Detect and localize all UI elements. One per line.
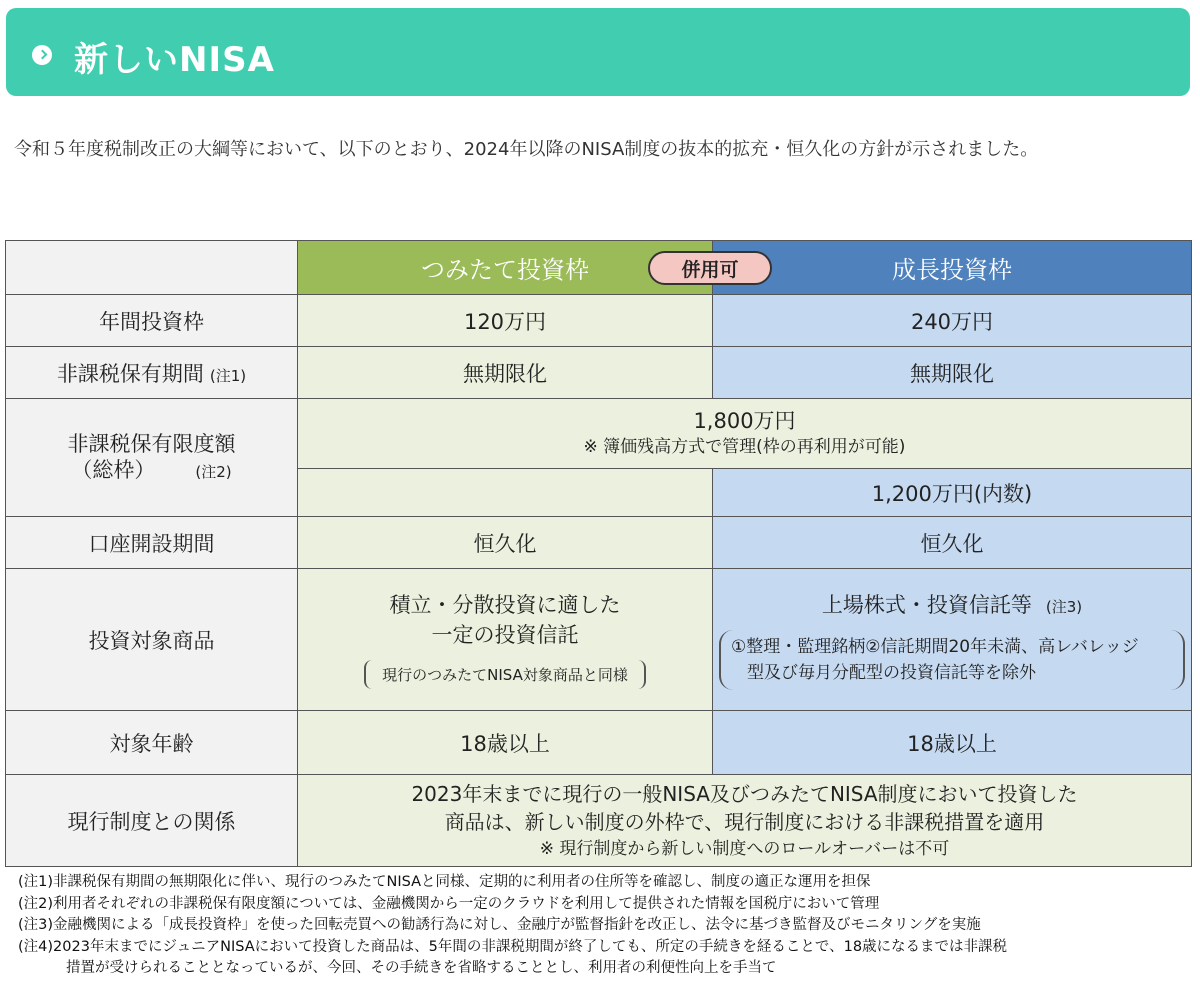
products-growth-exclusion [719,630,1185,690]
products-growth-note-mark: (注3) [1045,597,1083,616]
period-growth: 無期限化 [713,347,1192,399]
row-label-age: 対象年齢 [6,711,298,775]
relation-line2: 商品は、新しい制度の外枠で、現行制度における非課税措置を適用 [444,809,1045,834]
limit-total: 1,800万円 [693,408,796,433]
footnote-4-line1: (注4)2023年末までにジュニアNISAにおいて投資した商品は、5年間の非課税期間が終了しても、所定の手続きを経ることで、18歳になるまでは非課税 [18,938,1008,955]
table-row [6,775,1192,867]
header-empty-cell [6,241,298,295]
footnote-3: (注3)金融機関による「成長投資枠」を使った回転売買への勧誘行為に対し、金融庁が監督指針を改正し、法令に基づき監督及びモニタリングを実施 [18,917,981,933]
relation-line1: 2023年末までに現行の一般NISA及びつみたてNISA制度において投資した [411,781,1078,806]
exclusion-line1: ①整理・監理銘柄②信託期間20年未満、高レバレッジ [731,636,1139,657]
intro-paragraph: 令和５年度税制改正の大綱等において、以下のとおり、2024年以降のNISA制度の抜本的拡充・恒久化の方針が示されました。 [14,139,1039,160]
products-tsumitate [298,569,713,711]
row-label-products: 投資対象商品 [6,569,298,711]
limit-total-cell [298,399,1192,469]
nisa-comparison-table [5,240,1192,867]
page-title: 新しいNISA [74,40,275,80]
limit-label-line1: 非課税保有限度額 [67,431,236,456]
annual-tsumitate: 120万円 [298,295,713,347]
row-label-period [6,347,298,399]
limit-note-mark: (注2) [195,462,232,481]
relation-cell [298,775,1192,867]
growth-header: 成長投資枠 [713,241,1192,295]
footnote-1: (注1)非課税保有期間の無期限化に伴い、現行のつみたてNISAと同様、定期的に利用者の住所等を確認し、制度の適正な運用を担保 [18,874,871,890]
table-row [6,569,1192,711]
limit-label-line2: （総枠） [71,457,156,482]
section-header [6,8,1190,96]
combo-badge: 併用可 [648,251,772,285]
footnote-2: (注2)利用者それぞれの非課税保有限度額については、金融機関から一定のクラウドを利用して提供された情報を国税庁において管理 [18,895,880,912]
relation-line3: ※ 現行制度から新しい制度へのロールオーバーは不可 [539,838,950,859]
chevron-right-circle-icon [32,45,52,65]
age-tsumitate: 18歳以上 [298,711,713,775]
period-note-mark: (注1) [209,366,247,385]
products-tsumitate-line1: 積立・分散投資に適した [389,593,621,617]
exclusion-line2: 型及び毎月分配型の投資信託等を除外 [747,662,1036,683]
row-label-account: 口座開設期間 [6,517,298,569]
table-header-row [6,241,1192,295]
account-growth: 恒久化 [713,517,1192,569]
table-row [6,399,1192,469]
period-label-text: 非課税保有期間 [56,361,204,386]
limit-tsumitate-empty [298,469,713,517]
limit-total-note: ※ 簿価残高方式で管理(枠の再利用が可能) [583,436,906,457]
account-tsumitate: 恒久化 [298,517,713,569]
period-tsumitate: 無期限化 [298,347,713,399]
tsumitate-header: つみたて投資枠 [298,241,713,295]
products-growth [713,569,1192,711]
table-row [6,347,1192,399]
table-row [6,295,1192,347]
row-label-relation: 現行制度との関係 [6,775,298,867]
footnotes [18,872,1186,980]
products-growth-line1: 上場株式・投資信託等 [821,592,1032,617]
table-row [6,711,1192,775]
row-label-annual: 年間投資枠 [6,295,298,347]
row-label-limit [6,399,298,517]
limit-growth: 1,200万円(内数) [713,469,1192,517]
table-row [6,517,1192,569]
annual-growth: 240万円 [713,295,1192,347]
products-tsumitate-note: 現行のつみたてNISA対象商品と同様 [364,660,646,689]
footnote-4-line2: 措置が受けられることとなっているが、今回、その手続きを省略することとし、利用者の利便性向上を手当て [66,960,777,976]
age-growth: 18歳以上 [713,711,1192,775]
products-tsumitate-line2: 一定の投資信託 [431,623,579,647]
